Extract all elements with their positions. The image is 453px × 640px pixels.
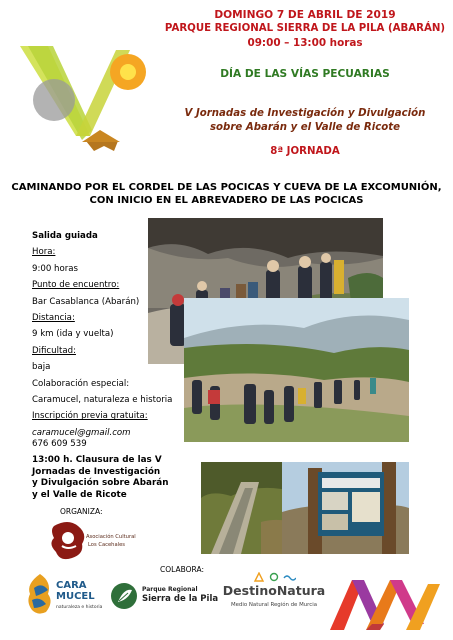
- destinonatura-logo: [218, 572, 330, 618]
- organiza-logo: [48, 520, 138, 564]
- photo-hikers-path: [184, 298, 409, 442]
- distance-label: Distancia:: [32, 313, 75, 324]
- distance-value: 9 km (ida y vuelta): [32, 329, 114, 340]
- park-leaf-icon: [110, 582, 138, 610]
- caramucel-sub: naturaleza e historia: [56, 605, 103, 610]
- park-line1: Parque Regional: [142, 586, 198, 593]
- event-day-name: DÍA DE LAS VÍAS PECUARIAS: [220, 68, 390, 80]
- caramucel-logo: [24, 572, 104, 620]
- association-logo-icon: [48, 520, 88, 562]
- meeting-label: Punto de encuentro:: [32, 280, 120, 291]
- caramucel-name: CARA MUCEL: [56, 580, 95, 602]
- bird-icon: [24, 572, 56, 616]
- destinonatura-icons: [252, 572, 296, 582]
- destinonatura-name: DestinoNatura: [222, 583, 326, 598]
- registration-label: Inscripción previa gratuita:: [32, 411, 148, 422]
- colorful-m-logo: [326, 574, 446, 634]
- organiza-logo-text2: Los Cacehales: [88, 542, 125, 548]
- destinonatura-sub: Medio Natural Región de Murcia: [230, 602, 318, 608]
- organiza-logo-text1: Asociación Cultural: [86, 534, 136, 540]
- difficulty-value: baja: [32, 362, 51, 373]
- route-title-line2: CON INICIO EN EL ABREVADERO DE LAS POCICAS: [89, 195, 364, 206]
- route-title-line1: CAMINANDO POR EL CORDEL DE LAS POCICAS Y CUEVA DE LA EXCOMUNIÓN,: [11, 182, 442, 193]
- series-title-line1: V Jornadas de Investigación y Divulgación: [184, 108, 426, 119]
- contact-email[interactable]: caramucel@gmail.com: [32, 427, 131, 438]
- organiza-label: ORGANIZA:: [60, 507, 103, 516]
- event-time: 09:00 – 13:00 horas: [247, 37, 363, 49]
- closing-line1: 13:00 h. Clausura de las V: [32, 455, 162, 465]
- closing-text: [32, 455, 192, 501]
- closing-line2: Jornadas de Investigación: [32, 466, 161, 477]
- contact-phone: 676 609 539: [32, 438, 87, 449]
- session-number: 8ª JORNADA: [270, 146, 340, 157]
- hour-value: 9:00 horas: [32, 263, 79, 274]
- park-line2: Sierra de la Pila: [142, 594, 219, 604]
- event-place: PARQUE REGIONAL SIERRA DE LA PILA (ABARÁN): [164, 23, 446, 34]
- outing-type: Salida guiada: [32, 231, 98, 241]
- hour-label: Hora:: [32, 247, 56, 258]
- photo-info-panel: [282, 462, 409, 554]
- park-logo: [110, 580, 220, 616]
- v-jornadas-logo: [18, 38, 168, 153]
- difficulty-label: Dificultad:: [32, 345, 76, 356]
- photo-abrevadero: [201, 462, 294, 554]
- colabora-label: COLABORA:: [160, 565, 204, 574]
- closing-line4: y el Valle de Ricote: [32, 489, 127, 500]
- series-title-line2: sobre Abarán y el Valle de Ricote: [209, 122, 401, 133]
- event-date: DOMINGO 7 DE ABRIL DE 2019: [214, 9, 396, 21]
- closing-line3: y Divulgación sobre Abarán: [32, 478, 169, 488]
- collab-value: Caramucel, naturaleza e historia: [32, 395, 173, 406]
- collab-label: Colaboración especial:: [32, 378, 130, 389]
- meeting-value: Bar Casablanca (Abarán): [32, 296, 140, 307]
